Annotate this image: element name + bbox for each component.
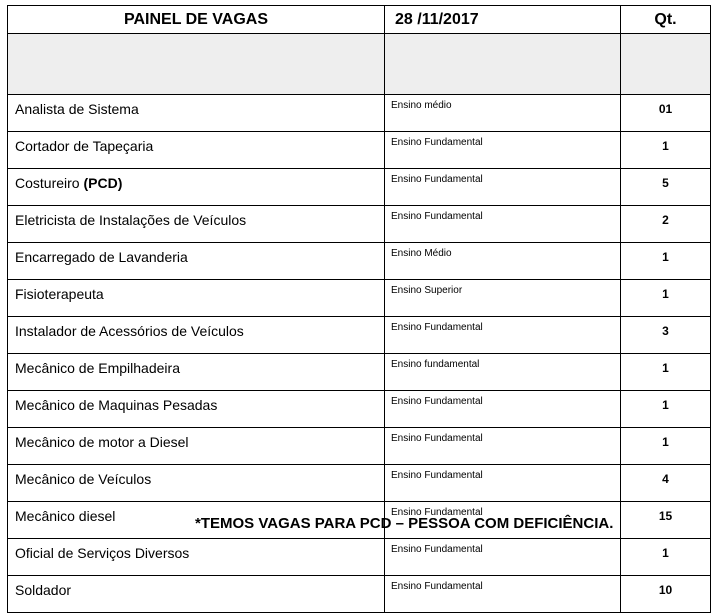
table-row [8,95,711,132]
header-row [8,6,711,34]
job-quantity: 1 [621,428,711,465]
table-row [8,206,711,243]
table-row [8,280,711,317]
job-education: Ensino Fundamental [385,428,621,465]
board-date: 28 /11/2017 [385,6,621,34]
job-quantity: 01 [621,95,711,132]
job-role: Encarregado de Lavanderia [8,243,385,280]
job-education: Ensino Fundamental [385,391,621,428]
job-education: Ensino Fundamental [385,169,621,206]
table-row [8,576,711,613]
pcd-footnote: *TEMOS VAGAS PARA PCD – PESSOA COM DEFICIÊNCIA. [195,515,614,532]
board-title: PAINEL DE VAGAS [8,6,385,34]
job-quantity: 15 [621,502,711,539]
job-role: Cortador de Tapeçaria [8,132,385,169]
table-row [8,317,711,354]
job-quantity: 1 [621,132,711,169]
job-education: Ensino Fundamental [385,502,621,539]
job-quantity: 1 [621,243,711,280]
job-role: Mecânico de Veículos [8,465,385,502]
job-education: Ensino fundamental [385,354,621,391]
job-role: Mecânico diesel [8,502,385,539]
table-row [8,465,711,502]
table-row [8,132,711,169]
job-quantity: 1 [621,280,711,317]
job-education: Ensino médio [385,95,621,132]
job-role: Costureiro (PCD) [8,169,385,206]
job-education: Ensino Fundamental [385,539,621,576]
job-quantity: 2 [621,206,711,243]
blank-cell [385,34,621,95]
job-quantity: 4 [621,465,711,502]
job-role: Oficial de Serviços Diversos [8,539,385,576]
job-role: Soldador [8,576,385,613]
table-row [8,169,711,206]
job-quantity: 1 [621,354,711,391]
job-quantity: 10 [621,576,711,613]
qty-header: Qt. [621,6,711,34]
job-education: Ensino Médio [385,243,621,280]
job-quantity: 3 [621,317,711,354]
job-quantity: 1 [621,391,711,428]
job-education: Ensino Fundamental [385,317,621,354]
blank-cell [8,34,385,95]
job-role: Mecânico de motor a Diesel [8,428,385,465]
job-education: Ensino Fundamental [385,206,621,243]
job-role: Instalador de Acessórios de Veículos [8,317,385,354]
job-education: Ensino Fundamental [385,132,621,169]
table-row [8,354,711,391]
job-role: Eletricista de Instalações de Veículos [8,206,385,243]
job-quantity: 1 [621,539,711,576]
table-row [8,391,711,428]
job-role: Mecânico de Maquinas Pesadas [8,391,385,428]
job-education: Ensino Superior [385,280,621,317]
job-role: Mecânico de Empilhadeira [8,354,385,391]
table-row [8,428,711,465]
job-quantity: 5 [621,169,711,206]
job-education: Ensino Fundamental [385,465,621,502]
table-row [8,539,711,576]
job-role: Fisioterapeuta [8,280,385,317]
blank-cell [621,34,711,95]
job-role: Analista de Sistema [8,95,385,132]
table-row [8,243,711,280]
blank-row [8,34,711,95]
job-education: Ensino Fundamental [385,576,621,613]
